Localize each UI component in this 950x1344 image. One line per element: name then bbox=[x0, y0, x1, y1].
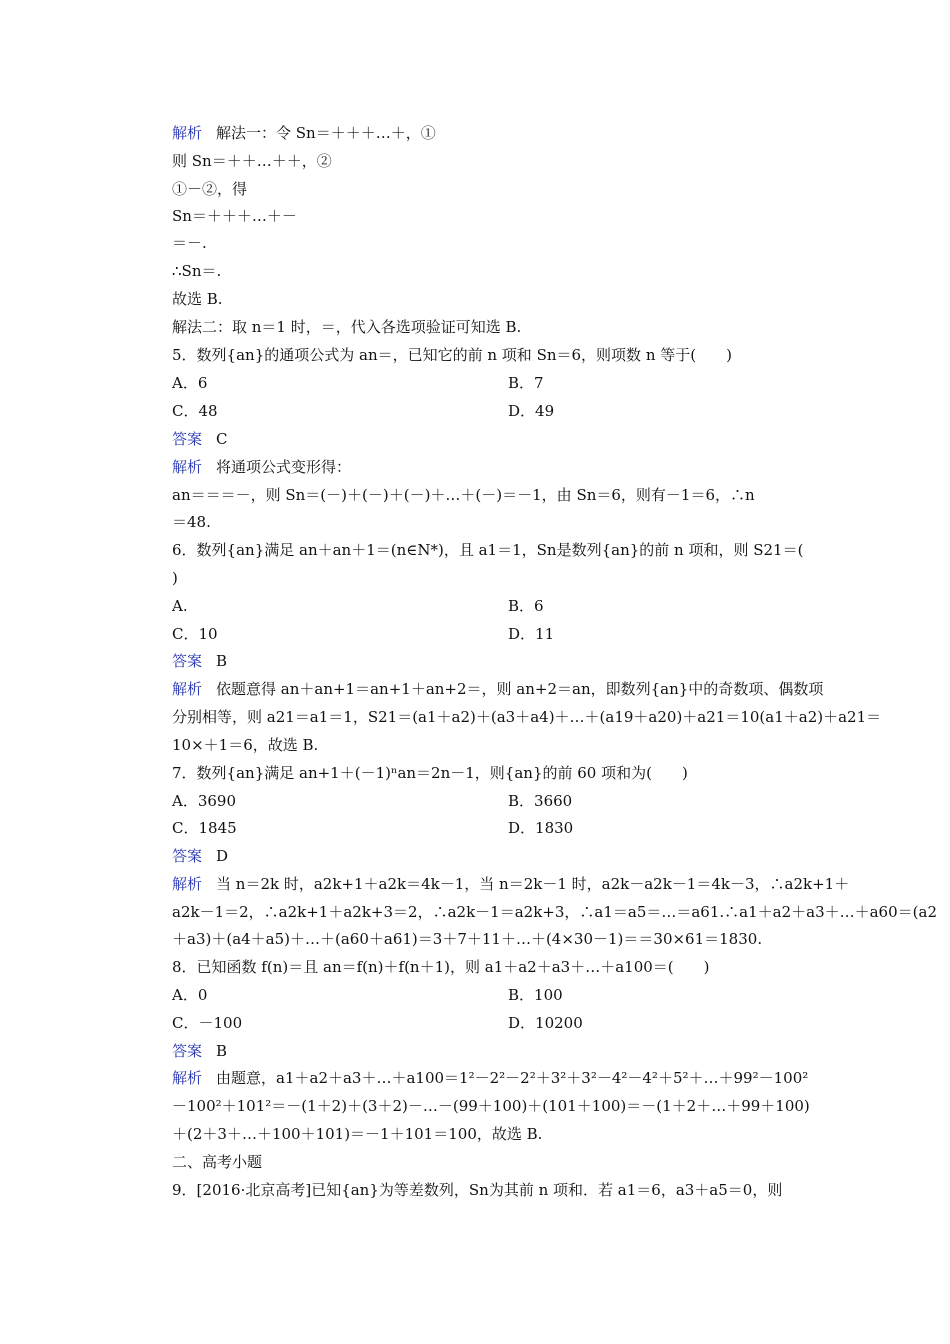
answer-label: 答案 bbox=[172, 1042, 203, 1060]
line-30: ＋a3)＋(a4＋a5)＋…＋(a60＋a61)＝3＋7＋11＋…＋(4×30－1)＝＝30×61＝1830. bbox=[172, 930, 763, 948]
option-c: C．10 bbox=[172, 625, 218, 643]
option-d: D．10200 bbox=[508, 1014, 583, 1032]
line-14: an＝＝＝－，则 Sn＝(－)＋(－)＋(－)＋…＋(－)＝－1，由 Sn＝6，则有－1＝6，∴n bbox=[172, 486, 755, 504]
answer-label: 答案 bbox=[172, 847, 203, 865]
option-d: D．49 bbox=[508, 402, 555, 420]
option-c: C．48 bbox=[172, 402, 218, 420]
question-8: 8．已知函数 f(n)＝且 an＝f(n)＋f(n＋1)，则 a1＋a2＋a3＋…＋a100＝( ) bbox=[172, 958, 710, 976]
line-17: ) bbox=[172, 569, 178, 587]
option-b: B．6 bbox=[508, 597, 544, 615]
line-4: Sn＝＋＋＋…＋－ bbox=[172, 207, 297, 225]
question-5: 5．数列{an}的通项公式为 an＝，已知它的前 n 项和 Sn＝6，则项数 n 等于( ) bbox=[172, 346, 732, 364]
analysis-label: 解析 bbox=[172, 124, 203, 142]
answer-label: 答案 bbox=[172, 430, 203, 448]
question-9: 9．[2016·北京高考]已知{an}为等差数列，Sn为其前 n 项和．若 a1＝6，a3＋a5＝0，则 bbox=[172, 1181, 783, 1199]
analysis-label: 解析 bbox=[172, 875, 203, 893]
option-a: A. bbox=[172, 597, 188, 615]
line-15: ＝48. bbox=[172, 513, 211, 531]
analysis-label: 解析 bbox=[172, 680, 203, 698]
answer-line: 答案 D bbox=[172, 847, 229, 865]
option-a: A．6 bbox=[172, 374, 208, 392]
question-7: 7．数列{an}满足 an+1＋(－1)ⁿan＝2n－1，则{an}的前 60 项和为( ) bbox=[172, 764, 688, 782]
option-c: C．1845 bbox=[172, 819, 237, 837]
option-a: A．0 bbox=[172, 986, 208, 1004]
analysis-line: 解析 由题意，a1＋a2＋a3＋…＋a100＝1²－2²－2²＋3²＋3²－4²－4²＋5²＋…＋99²－100² bbox=[172, 1069, 809, 1087]
line-22: 分别相等，则 a21＝a1＝1，S21＝(a1＋a2)＋(a3＋a4)＋…＋(a19＋a20)＋a21＝10(a1＋a2)＋a21＝ bbox=[172, 708, 882, 726]
line-2: 则 Sn＝＋＋…＋＋，② bbox=[172, 152, 332, 170]
line-36: －100²＋101²＝－(1＋2)＋(3＋2)－…－(99＋100)＋(101＋100)＝－(1＋2＋…＋99＋100) bbox=[172, 1097, 810, 1115]
option-b: B．100 bbox=[508, 986, 563, 1004]
analysis-label: 解析 bbox=[172, 458, 203, 476]
option-b: B．7 bbox=[508, 374, 544, 392]
question-6: 6．数列{an}满足 an＋an＋1＝(n∈N*)，且 a1＝1，Sn是数列{an}的前 n 项和，则 S21＝( bbox=[172, 541, 804, 559]
analysis-label: 解析 bbox=[172, 1069, 203, 1087]
answer-line: 答案 B bbox=[172, 1042, 228, 1060]
answer-line: 答案 C bbox=[172, 430, 228, 448]
line-8: 解法二：取 n＝1 时，＝，代入各选项验证可知选 B. bbox=[172, 318, 522, 336]
answer-label: 答案 bbox=[172, 652, 203, 670]
line-5: ＝－. bbox=[172, 234, 207, 252]
line-1: 解析 解法一：令 Sn＝＋＋＋…＋，① bbox=[172, 124, 436, 142]
line-37: ＋(2＋3＋…＋100＋101)＝－1＋101＝100，故选 B. bbox=[172, 1125, 543, 1143]
line-7: 故选 B. bbox=[172, 290, 223, 308]
line-6: ∴Sn＝. bbox=[172, 262, 222, 280]
section-heading: 二、高考小题 bbox=[172, 1153, 263, 1171]
option-d: D．11 bbox=[508, 625, 555, 643]
option-c: C．－100 bbox=[172, 1014, 243, 1032]
analysis-line: 解析 当 n＝2k 时，a2k+1＋a2k＝4k－1，当 n＝2k－1 时，a2k－a2k－1＝4k－3，∴a2k+1＋ bbox=[172, 875, 850, 893]
option-d: D．1830 bbox=[508, 819, 574, 837]
analysis-line: 解析 将通项公式变形得： bbox=[172, 458, 352, 476]
answer-line: 答案 B bbox=[172, 652, 228, 670]
line-29: a2k－1＝2，∴a2k+1＋a2k+3＝2，∴a2k－1＝a2k+3，∴a1＝a5＝…＝a61.∴a1＋a2＋a3＋…＋a60＝(a2 bbox=[172, 903, 937, 921]
option-b: B．3660 bbox=[508, 792, 573, 810]
analysis-line: 解析 依题意得 an＋an+1＝an+1＋an+2＝，则 an+2＝an，即数列{an}中的奇数项、偶数项 bbox=[172, 680, 824, 698]
line-3: ①－②，得 bbox=[172, 180, 248, 198]
option-a: A．3690 bbox=[172, 792, 237, 810]
line-23: 10×＋1＝6，故选 B. bbox=[172, 736, 319, 754]
